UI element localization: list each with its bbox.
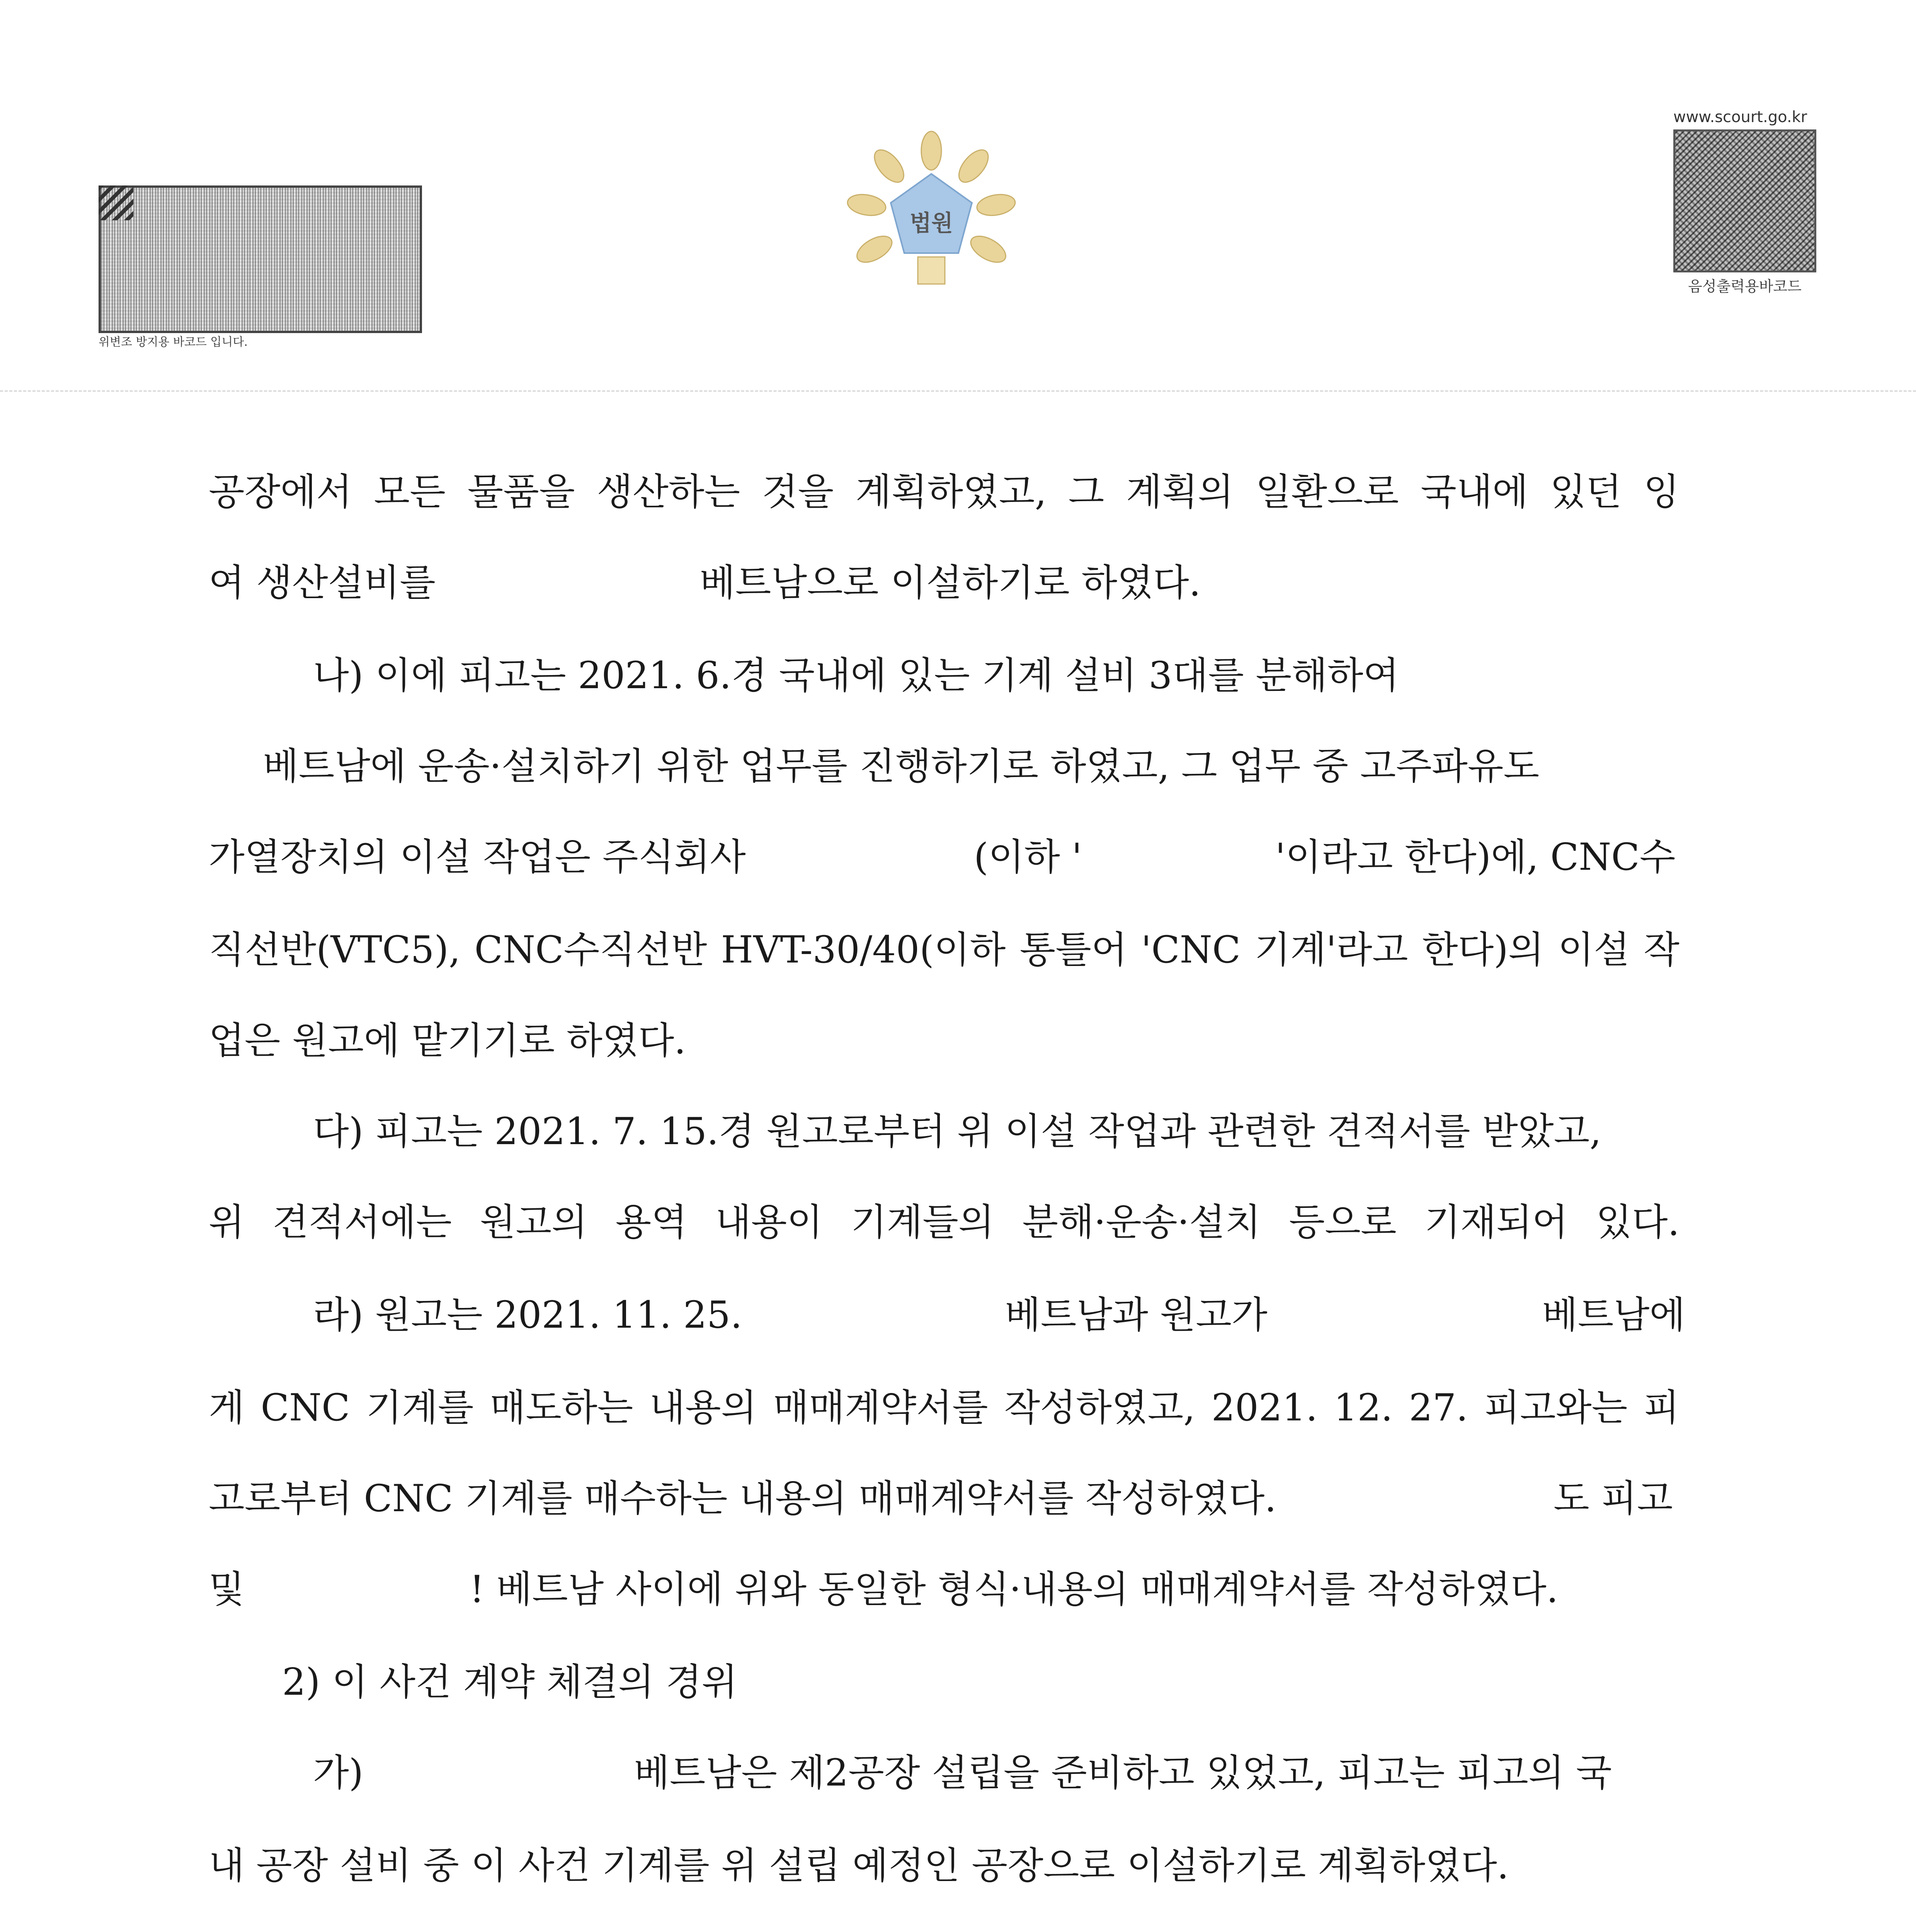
body-line: 도 피고 <box>1554 1477 1673 1520</box>
body-line: '이라고 한다)에, CNC수 <box>1275 835 1676 879</box>
body-line: 여 생산설비를 <box>209 561 436 604</box>
body-line: (이하 ' <box>974 835 1082 879</box>
body-line: 직선반(VTC5), CNC수직선반 HVT-30/40(이하 통틀어 'CNC 기계'라고 한다)의 이설 작 <box>209 928 1679 971</box>
tamper-barcode-caption: 위변조 방지용 바코드 입니다. <box>99 335 248 349</box>
body-line: 위 견적서에는 원고의 용역 내용이 기계들의 분해·운송·설치 등으로 기재되어 있다. <box>209 1201 1679 1244</box>
body-line: 및 <box>209 1568 245 1611</box>
body-line: 업은 원고에 맡기기로 하였다. <box>209 1019 686 1062</box>
body-line: ! 베트남 사이에 위와 동일한 형식·내용의 매매계약서를 작성하였다. <box>470 1568 1559 1611</box>
body-line: 베트남과 원고가 <box>1005 1293 1268 1337</box>
tamper-proof-barcode <box>99 185 422 333</box>
header-divider <box>0 390 1916 392</box>
voice-output-barcode <box>1673 129 1816 272</box>
voice-barcode-caption: 음성출력용바코드 <box>1688 278 1802 295</box>
section-heading: 2) 이 사건 계약 체결의 경위 <box>282 1660 738 1704</box>
body-line: 베트남에 <box>1542 1293 1685 1337</box>
body-line: 내 공장 설비 중 이 사건 기계를 위 설립 예정인 공장으로 이설하기로 계획하였다. <box>209 1844 1509 1887</box>
barcode-corner-mark <box>99 185 133 220</box>
body-line: 공장에서 모든 물품을 생산하는 것을 계획하였고, 그 계획의 일환으로 국내에 있던 잉 <box>209 470 1679 514</box>
body-line: 라) 원고는 2021. 11. 25. <box>313 1293 742 1337</box>
emblem-label: 법원 <box>909 210 953 236</box>
body-line: 가열장치의 이설 작업은 주식회사 <box>209 835 746 879</box>
body-line: 다) 피고는 2021. 7. 15.경 원고로부터 위 이설 작업과 관련한 견적서를 받았고, <box>313 1110 1601 1153</box>
site-url: www.scourt.go.kr <box>1673 108 1807 126</box>
body-line: 가) <box>313 1751 364 1794</box>
body-line: 베트남에 운송·설치하기 위한 업무를 진행하기로 하였고, 그 업무 중 고주파유도 <box>263 745 1540 788</box>
body-line: 게 CNC 기계를 매도하는 내용의 매매계약서를 작성하였고, 2021. 12. 27. 피고와는 피 <box>209 1386 1679 1429</box>
body-line: 나) 이에 피고는 2021. 6.경 국내에 있는 기계 설비 3대를 분해하여 <box>313 654 1399 697</box>
body-line: 고로부터 CNC 기계를 매수하는 내용의 매매계약서를 작성하였다. <box>209 1477 1276 1520</box>
body-line: 베트남으로 이설하기로 하였다. <box>699 561 1201 604</box>
body-line: 베트남은 제2공장 설립을 준비하고 있었고, 피고는 피고의 국 <box>634 1751 1612 1794</box>
